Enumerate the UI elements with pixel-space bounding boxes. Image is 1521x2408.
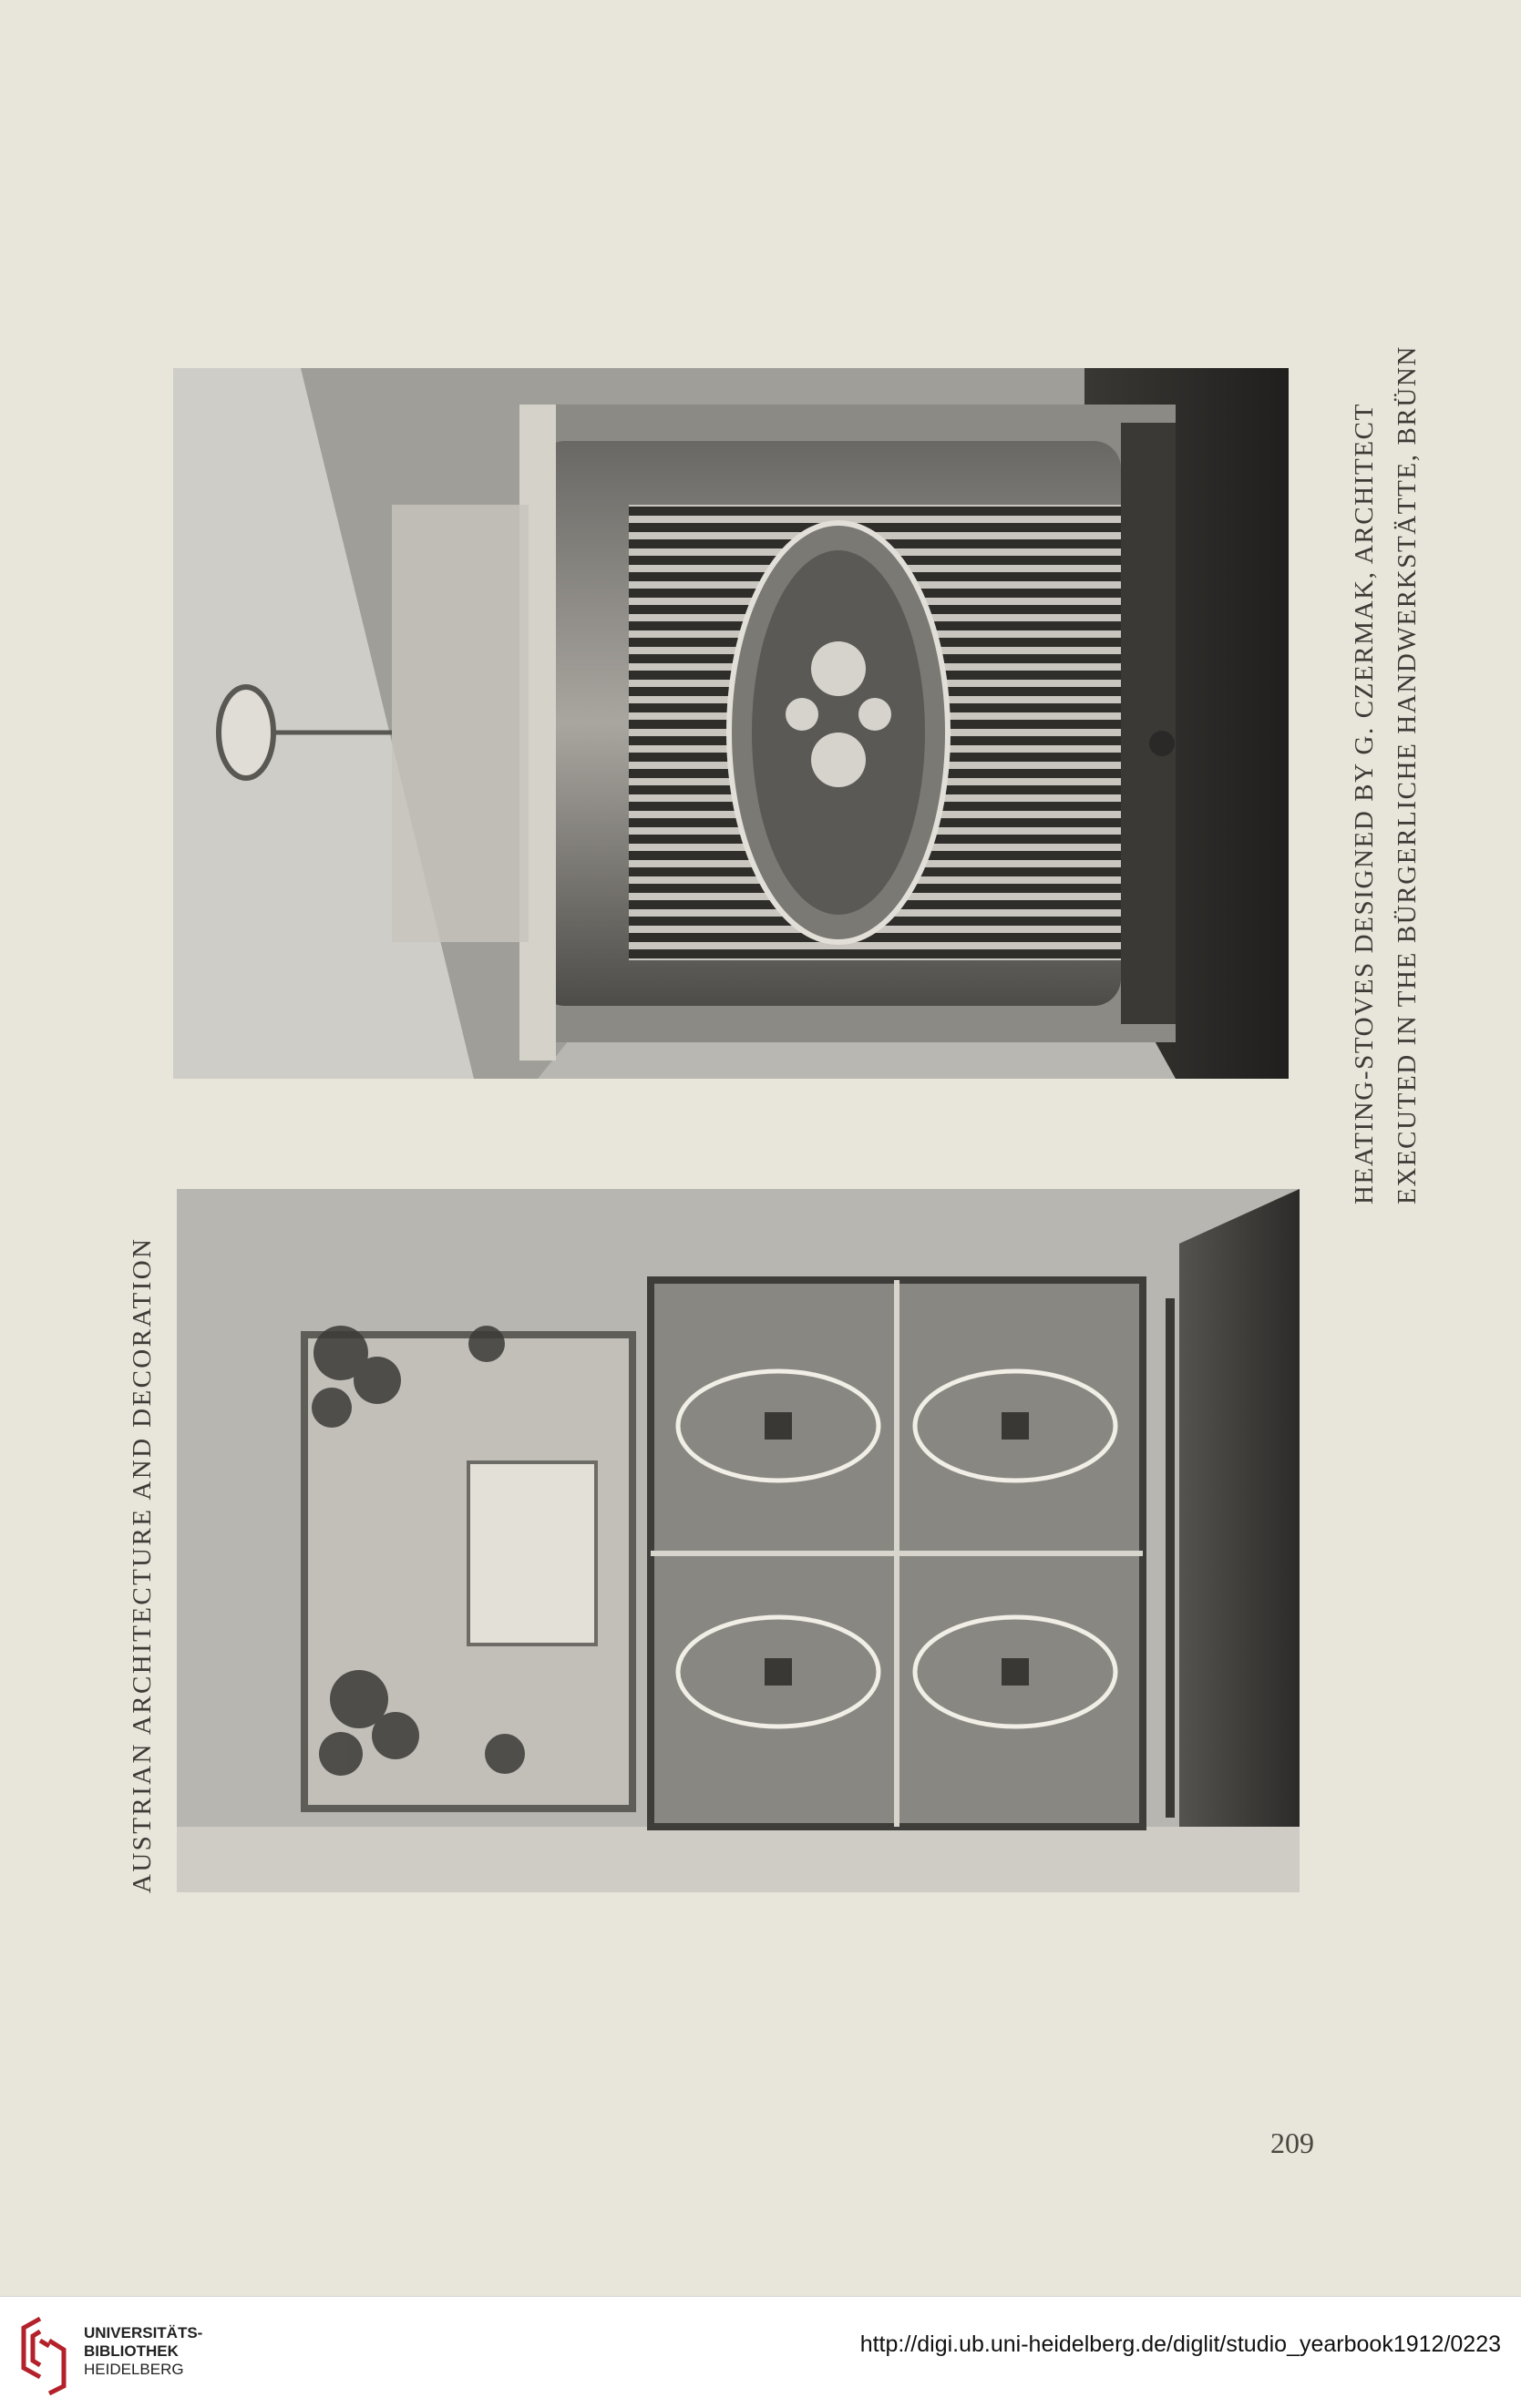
library-line-2: BIBLIOTHEK [84, 2342, 179, 2360]
permalink-url[interactable]: http://digi.ub.uni-heidelberg.de/diglit/studio_yearbook1912/0223 [859, 2331, 1501, 2357]
running-head: AUSTRIAN ARCHITECTURE AND DECORATION [128, 1236, 157, 1893]
library-line-3: HEIDELBERG [84, 2361, 184, 2378]
plate-caption [1343, 111, 1453, 1204]
caption-line-1: HEATING-STOVES DESIGNED BY G. CZERMAK, ARCHITECT [1350, 403, 1379, 1204]
footer-bar [0, 2296, 1521, 2408]
photo-panel-stove-with-plants [177, 1189, 1300, 1892]
caption-line-2: EXECUTED IN THE BÜRGERLICHE HANDWERKSTÄTTE, BRÜNN [1393, 345, 1422, 1204]
library-logo-icon[interactable] [13, 2313, 77, 2395]
library-line-1: UNIVERSITÄTS- [84, 2324, 203, 2341]
page-number: 209 [1270, 2126, 1314, 2159]
photo-cylindrical-stove [173, 368, 1289, 1079]
library-name [84, 2324, 202, 2379]
